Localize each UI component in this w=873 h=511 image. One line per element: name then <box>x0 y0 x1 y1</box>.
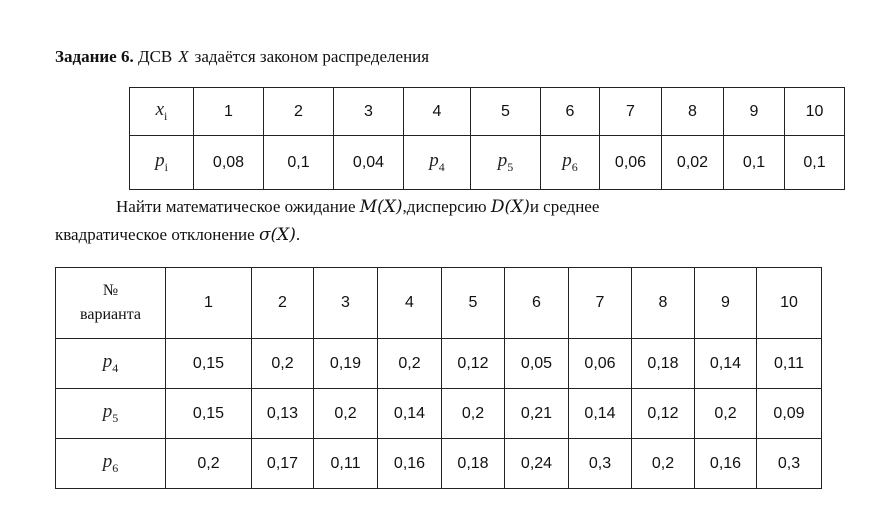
probability-value: 0,09 <box>757 389 822 439</box>
variant-number: 7 <box>569 268 632 339</box>
std-dev-expr: σ(X) <box>258 225 296 245</box>
p-value: 0,02 <box>662 136 724 190</box>
variant-number: 10 <box>757 268 822 339</box>
variants-table <box>55 267 822 489</box>
x-value: 6 <box>541 88 600 136</box>
probability-value: 0,06 <box>569 339 632 389</box>
variance-expr: D(X) <box>490 197 530 217</box>
distribution-table <box>129 87 845 190</box>
probability-value: 0,21 <box>505 389 569 439</box>
p-value: 0,04 <box>334 136 404 190</box>
p-value: 0,08 <box>194 136 264 190</box>
variant-number: 8 <box>632 268 695 339</box>
p-value: 0,1 <box>724 136 785 190</box>
probability-value: 0,16 <box>695 439 757 489</box>
task-variable: X <box>178 47 189 66</box>
probability-value: 0,3 <box>757 439 822 489</box>
variant-number: 2 <box>252 268 314 339</box>
find-text-line-2: квадратическое отклонение σ(X). <box>55 225 301 245</box>
probability-value: 0,2 <box>314 389 378 439</box>
probability-value: 0,24 <box>505 439 569 489</box>
task-label: Задание 6. <box>55 47 134 66</box>
task-heading <box>55 46 429 68</box>
x-header-cell: $x_i$ <box>130 88 194 136</box>
probability-value: 0,17 <box>252 439 314 489</box>
probability-value: 0,2 <box>166 439 252 489</box>
probability-row <box>56 339 822 389</box>
probability-value: 0,12 <box>632 389 695 439</box>
p-value: 0,1 <box>785 136 845 190</box>
probability-value: 0,14 <box>695 339 757 389</box>
x-value: 9 <box>724 88 785 136</box>
x-value: 3 <box>334 88 404 136</box>
probability-value: 0,15 <box>166 389 252 439</box>
probability-value: 0,12 <box>442 339 505 389</box>
probability-value: 0,2 <box>695 389 757 439</box>
probability-value: 0,3 <box>569 439 632 489</box>
variants-header-row <box>56 268 822 339</box>
x-row <box>130 88 845 136</box>
variant-number: 6 <box>505 268 569 339</box>
probability-value: 0,18 <box>442 439 505 489</box>
probability-row <box>56 389 822 439</box>
x-value: 4 <box>404 88 471 136</box>
probability-value: 0,05 <box>505 339 569 389</box>
p-value: $p_4$ <box>404 136 471 190</box>
p-value: $p_6$ <box>541 136 600 190</box>
variant-number: 3 <box>314 268 378 339</box>
probability-value: 0,14 <box>378 389 442 439</box>
variant-header-cell <box>56 268 166 339</box>
probability-symbol-cell: $p_5$ <box>56 389 166 439</box>
probability-value: 0,18 <box>632 339 695 389</box>
p-value: 0,1 <box>264 136 334 190</box>
probability-value: 0,14 <box>569 389 632 439</box>
task-text-before: ДСВ <box>137 47 173 66</box>
probability-symbol-cell: $p_6$ <box>56 439 166 489</box>
variant-number: 4 <box>378 268 442 339</box>
probability-value: 0,2 <box>442 389 505 439</box>
x-value: 1 <box>194 88 264 136</box>
probability-row <box>56 439 822 489</box>
task-text-after: задаётся законом распределения <box>194 47 430 66</box>
probability-value: 0,11 <box>757 339 822 389</box>
variant-number-sign: № <box>102 282 119 299</box>
p-value: 0,06 <box>600 136 662 190</box>
probability-value: 0,2 <box>378 339 442 389</box>
x-value: 10 <box>785 88 845 136</box>
x-value: 5 <box>471 88 541 136</box>
probability-value: 0,16 <box>378 439 442 489</box>
x-value: 8 <box>662 88 724 136</box>
p-row <box>130 136 845 190</box>
variant-number: 9 <box>695 268 757 339</box>
variant-number: 5 <box>442 268 505 339</box>
probability-value: 0,2 <box>252 339 314 389</box>
probability-symbol-cell: $p_4$ <box>56 339 166 389</box>
expectation-expr: M(X) <box>359 197 403 217</box>
find-text-line-1: Найти математическое ожидание M(X),дисперсию D(X)и среднее <box>116 197 600 217</box>
probability-value: 0,15 <box>166 339 252 389</box>
x-value: 7 <box>600 88 662 136</box>
variant-header-label: варианта <box>80 306 141 323</box>
probability-value: 0,19 <box>314 339 378 389</box>
p-header-cell: $p_i$ <box>130 136 194 190</box>
p-value: $p_5$ <box>471 136 541 190</box>
probability-value: 0,2 <box>632 439 695 489</box>
variant-number: 1 <box>166 268 252 339</box>
probability-value: 0,13 <box>252 389 314 439</box>
x-value: 2 <box>264 88 334 136</box>
probability-value: 0,11 <box>314 439 378 489</box>
